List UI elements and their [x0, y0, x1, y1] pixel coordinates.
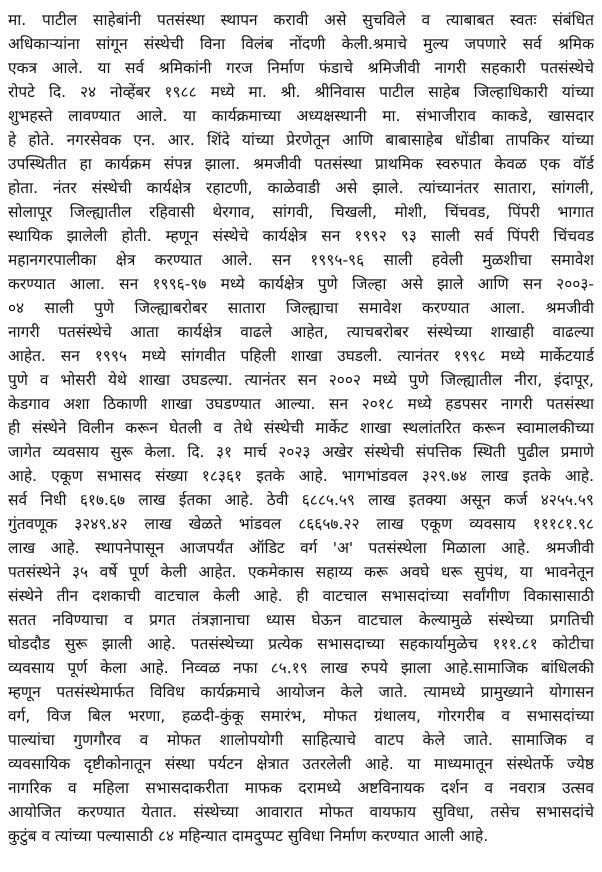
text-line-6: हे होते. नगरसेवक एन. आर. शिंदे यांच्या प्रेरणेतून आणि बाबासाहेब धोंडीबा तापकिर यांच्या [8, 131, 594, 149]
text-line-34: आयोजित करण्यात येतात. संस्थेच्या आवारात मोफत वायफाय सुविधा, तसेच सभासदांचे [8, 803, 594, 821]
text-line-14: नागरी पतसंस्थेचे आता कार्यक्षेत्र वाढले आहेत, त्याचबरोबर संस्थेच्या शाखाही वाढल्या [8, 323, 594, 341]
text-line-12: करण्यात आला. सन १९९६-९७ मध्ये कार्यक्षेत्र पुणे जिल्हा असे झाले आणि सन २००३- [8, 275, 594, 293]
text-line-26: सतत नविण्याचा व प्रगत तंत्रज्ञानाचा ध्यास घेऊन वाटचाल केल्यामुळे संस्थेच्या प्रगतिची [8, 611, 594, 629]
text-line-29: म्हणून पतसंस्थेमार्फत विविध कार्यक्रमाचे आयोजन केले जाते. त्यामध्ये प्रामुख्याने योगासन [8, 683, 594, 701]
text-line-18: ही संस्थेने विलीन करून घेतली व तेथे संस्थेची मार्केट शाखा स्थलांतरित करून स्वामालकीच्या [8, 419, 594, 437]
text-line-31: पाल्यांचा गुणगौरव व मोफत शालोपयोगी साहित्याचे वाटप केले जाते. सामाजिक व [8, 731, 594, 749]
text-line-7: उपस्थितीत हा कार्यक्रम संपन्न झाला. श्रमजीवी पतसंस्था प्राथमिक स्वरुपात केवळ एक वॉर्ड [8, 155, 594, 173]
body-paragraph [8, 8, 594, 848]
text-line-32: व्यवसायिक दृष्टीकोनातून संस्था पर्यटन क्षेत्रात उतरलेली आहे. या माध्यमातून संस्थेतर्फे ज्येष्ठ [8, 755, 594, 773]
text-line-33: नागरिक व महिला सभासदाकरीता माफक दरामध्ये अष्टविनायक दर्शन व नवरात्र उत्सव [8, 779, 594, 797]
text-line-4: रोपटे दि. २४ नोव्हेंबर १९८८ मध्ये मा. श्री. श्रीनिवास पाटील साहेब जिल्हाधिकारी यांच्या [8, 83, 594, 101]
text-line-10: स्थायिक झालेली होती. म्हणून संस्थेचे कार्यक्षेत्र सन १९९२ ९३ साली सर्व पिंपरी चिंचवड [8, 227, 594, 245]
text-line-3: एकत्र आले. या सर्व श्रमिकांनी गरज निर्माण फंडाचे श्रमिजीवी नागरी सहकारी पतसंस्थेचे [8, 59, 594, 77]
text-line-28: व्यवसाय पूर्ण केला आहे. निव्वळ नफा ८५.१९ लाख रुपये झाला आहे.सामाजिक बांधिलकी [8, 659, 594, 677]
text-line-23: लाख आहे. स्थापनेपासून आजपर्यंत ऑडिट वर्ग 'अ' पतसंस्थेला मिळाला आहे. श्रमजीवी [8, 539, 594, 557]
text-line-2: अधिकाऱ्यांना सांगून संस्थेची विना विलंब नोंदणी केली.श्रमाचे मुल्य जपणारे सर्व श्रमिक [8, 35, 594, 53]
text-line-11: महानगरपालीका क्षेत्र करण्यात आले. सन १९९५-९६ साली हवेली मुळशीचा समावेश [8, 251, 594, 269]
text-line-20: आहे. एकूण सभासद संख्या १८३६१ इतके आहे. भागभांडवल ३२९.७४ लाख इतके आहे. [8, 467, 594, 485]
text-line-16: पुणे व भोसरी येथे शाखा उघडल्या. त्यानंतर सन २००२ मध्ये पुणे जिल्ह्यातील नीरा, इंदापूर, [8, 371, 594, 389]
text-line-8: होता. नंतर संस्थेची कार्यक्षेत्र रहाटणी, काळेवाडी असे झाले. त्यांच्यानंतर सातारा, सांगली, [8, 179, 594, 197]
text-line-5: शुभहस्ते लावण्यात आले. या कार्यक्रमाच्या अध्यक्षस्थानी मा. संभाजीराव काकडे, खासदार [8, 107, 594, 125]
text-line-27: घोडदौड सुरू झाली आहे. पतसंस्थेच्या प्रत्येक सभासदाच्या सहकार्यामुळेच १११.८१ कोटीचा [8, 635, 594, 653]
text-line-9: सोलापूर जिल्ह्यातील रहिवासी थेरगाव, सांगवी, चिखली, मोशी, चिंचवड, पिंपरी भागात [8, 203, 594, 221]
text-line-22: गुंतवणूक ३२४९.४२ लाख खेळते भांडवल ८६६५७.२२ लाख एकूण व्यवसाय १११८१.९८ [8, 515, 594, 533]
text-line-17: केडगाव अशा ठिकाणी शाखा उघडण्यात आल्या. सन २०१८ मध्ये हडपसर नागरी पतसंस्था [8, 395, 594, 413]
text-line-13: ०४ साली पुणे जिल्ह्याबरोबर सातारा जिल्ह्याचा समावेश करण्यात आला. श्रमजीवी [8, 299, 594, 317]
text-line-24: पतसंस्थेने ३५ वर्षे पूर्ण केली आहेत. एकमेकास सहाय्य करू अवघे धरू सुपंथ, या भावनेतून [8, 563, 594, 581]
text-line-35: कुटुंब व त्यांच्या पल्यासाठी ८४ महिन्यात दामदुप्पट सुविधा निर्माण करण्यात आली आहे. [8, 827, 489, 845]
text-line-19: जागेत व्यवसाय सुरू केला. दि. ३१ मार्च २०२३ अखेर संस्थेची संपत्तिक स्थिती पुढील प्रमाणे [8, 443, 594, 461]
text-line-21: सर्व निधी ६१७.६७ लाख ईतका आहे. ठेवी ६८८५.५९ लाख इतक्या असून कर्ज ४२५५.५९ [8, 491, 594, 509]
text-line-25: संस्थेने तीन दशकाची वाटचाल केली आहे. ही वाटचाल सभासदांच्या सर्वांगीण विकासासाठी [8, 587, 594, 605]
text-line-1: मा. पाटील साहेबांनी पतसंस्था स्थापन करावी असे सुचविले व त्याबाबत स्वतः संबंधित [8, 11, 594, 29]
text-line-15: आहेत. सन १९९५ मध्ये सांगवीत पहिली शाखा उघडली. त्यानंतर १९९८ मध्ये मार्केटयार्ड [8, 347, 594, 365]
text-line-30: वर्ग, विज बिल भरणा, हळदी-कुंकू समारंभ, मोफत ग्रंथालय, गोरगरीब व सभासदांच्या [8, 707, 594, 725]
